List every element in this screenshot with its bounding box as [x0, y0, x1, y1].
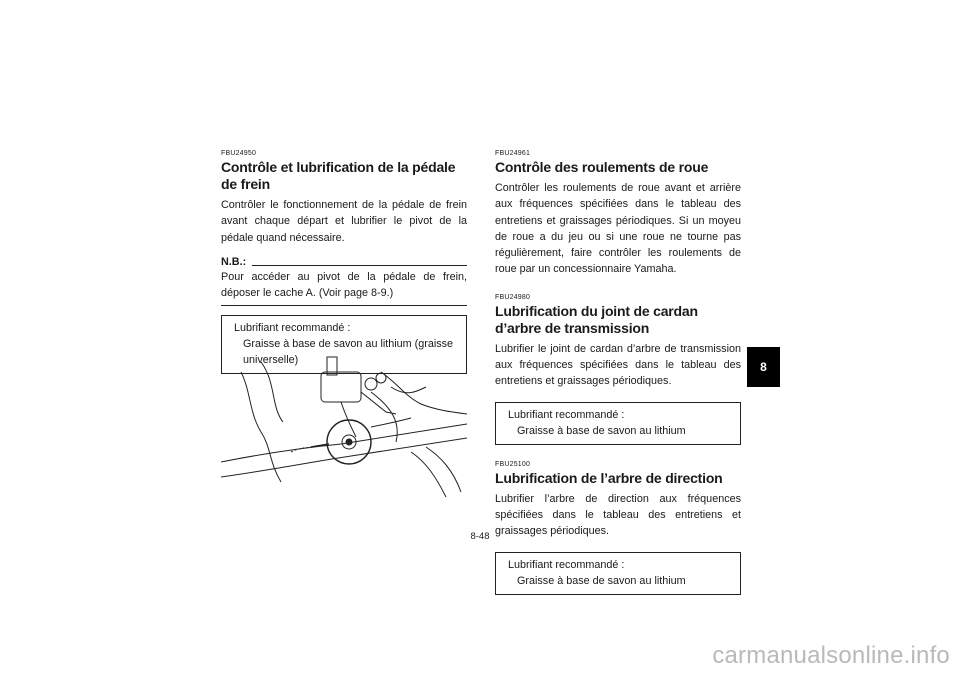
- left-column: [221, 150, 467, 374]
- lubricant-value: Graisse à base de savon au lithium (graisse universelle): [243, 338, 454, 367]
- lubricant-label: Lubrifiant recommandé :: [508, 408, 625, 421]
- section-code: FBU24980: [495, 293, 531, 301]
- section-heading: Contrôle et lubrification de la pédale de frein: [221, 159, 456, 192]
- cable: [371, 418, 411, 427]
- bolt: [376, 373, 386, 383]
- frame-line: [241, 372, 281, 482]
- right-column: [495, 150, 741, 595]
- watermark: carmanualsonline.info: [712, 642, 950, 669]
- cable: [391, 387, 426, 393]
- note-rule: [252, 265, 467, 266]
- master-cylinder: [321, 372, 361, 402]
- frame-line: [426, 447, 461, 492]
- lubricant-box: [495, 402, 741, 445]
- section-steering-shaft: [495, 461, 741, 595]
- brake-rod: [361, 392, 396, 414]
- section-paragraph: Lubrifier le joint de cardan d’arbre de transmission aux fréquences spécifiées dans le tableau des entretiens et graissages périodiques.: [495, 342, 741, 388]
- section-paragraph: Contrôler le fonctionnement de la pédale de frein avant chaque départ et lubrifier le pivot de la pédale quand nécessaire.: [221, 199, 467, 244]
- section-driveshaft-joint: [495, 294, 741, 445]
- note-text: Pour accéder au pivot de la pédale de frein, déposer le cache A. (Voir page 8-9.): [221, 269, 467, 307]
- bolt: [365, 378, 377, 390]
- section-heading: Lubrification de l’arbre de direction: [495, 469, 723, 486]
- lubricant-label: Lubrifiant recommandé :: [234, 322, 351, 335]
- section-paragraph: Contrôler les roulements de roue avant et arrière aux fréquences spécifiées dans le tableau des entretiens et graissages périodiques. Si un moyeu de roue a du jeu ou si une roue ne tourne pas régulièrement, faire contrôler les roulements de roue par un concessionnaire Yamaha.: [495, 182, 741, 276]
- frame-line: [371, 392, 397, 442]
- lubricant-value: Graisse à base de savon au lithium: [517, 424, 686, 437]
- section-code: FBU24950: [221, 150, 257, 157]
- frame-line: [261, 362, 283, 422]
- section-code: FBU24961: [495, 150, 531, 157]
- lubricant-label: Lubrifiant recommandé :: [508, 558, 625, 571]
- page-number: 8-48: [470, 531, 490, 542]
- chapter-tab: 8: [747, 347, 780, 387]
- note-label: N.B.:: [221, 255, 247, 268]
- section-wheel-bearings: [495, 150, 741, 278]
- brake-pedal-illustration: [221, 352, 467, 504]
- frame-line: [381, 372, 467, 414]
- section-heading: Contrôle des roulements de roue: [495, 159, 709, 175]
- lubricant-value: Graisse à base de savon au lithium: [517, 574, 686, 587]
- frame-line: [221, 424, 467, 462]
- note-header: [221, 256, 467, 269]
- section-code: FBU25100: [495, 460, 531, 468]
- section-heading: Lubrification du joint de cardan d’arbre de transmission: [495, 302, 698, 336]
- pivot-center: [346, 439, 352, 445]
- section-paragraph: Lubrifier l’arbre de direction aux fréquences spécifiées dans le tableau des entretiens et graissages périodiques.: [495, 492, 741, 538]
- lubricant-box: [495, 552, 741, 595]
